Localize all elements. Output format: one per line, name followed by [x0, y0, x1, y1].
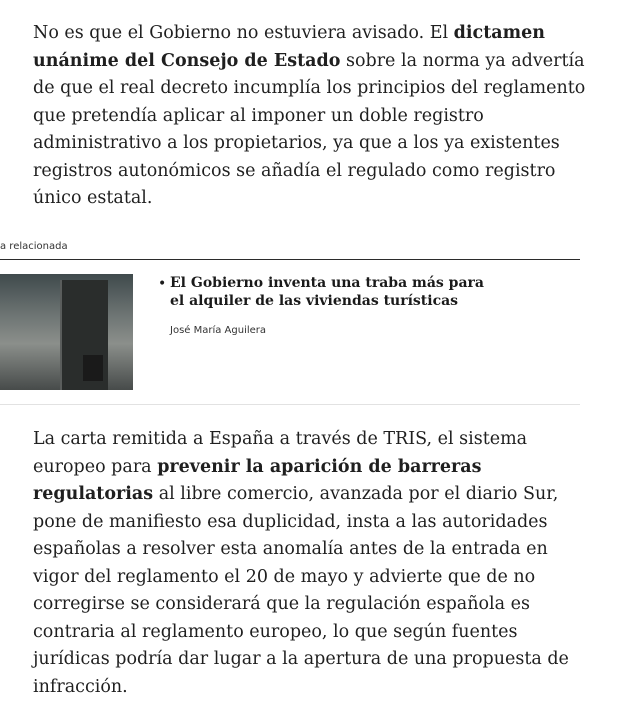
paragraph-text: La carta remitida a España a través de TRIS, el sistema europeo para [33, 429, 528, 477]
related-news-label: a relacionada [0, 241, 68, 252]
related-news-title: El Gobierno inventa una traba más para el alquiler de las viviendas turísticas [170, 275, 484, 309]
related-bullet: • [158, 276, 167, 292]
article-paragraph [33, 20, 593, 213]
paragraph-bold-link[interactable]: prevenir la aparición de barreras regulatorias [33, 456, 482, 504]
related-divider [0, 259, 580, 260]
paragraph-bold-link[interactable]: dictamen unánime del Consejo de Estado [33, 23, 546, 71]
paragraph-text: No es que el Gobierno no estuviera avisado. El [33, 23, 454, 43]
related-news-author: José María Aguilera [170, 325, 267, 336]
related-news-image[interactable] [0, 274, 133, 390]
article-paragraph [33, 426, 593, 701]
paragraph-text: sobre la norma ya advertía de que el real decreto incumplía los principios del reglamento que pretendía aplicar al imponer un doble registro administrativo a los propietarios, ya que a los ya existentes registros autonómicos se añadía el regulado como registro único estatal. [33, 50, 586, 208]
related-news-title-link[interactable] [158, 274, 498, 310]
paragraph-text: al libre comercio, avanzada por el diario Sur, pone de manifiesto esa duplicidad, insta a las autoridades españolas a resolver esta anomalía antes de la entrada en vigor del reglamento el 20 de mayo y advierte que de no corregirse se considerará que la regulación española es contraria al reglamento europeo, lo que según fuentes jurídicas podría dar lugar a la apertura de una propuesta de infracción. [33, 484, 569, 697]
section-separator [0, 404, 580, 405]
keypad-graphic [83, 355, 103, 381]
